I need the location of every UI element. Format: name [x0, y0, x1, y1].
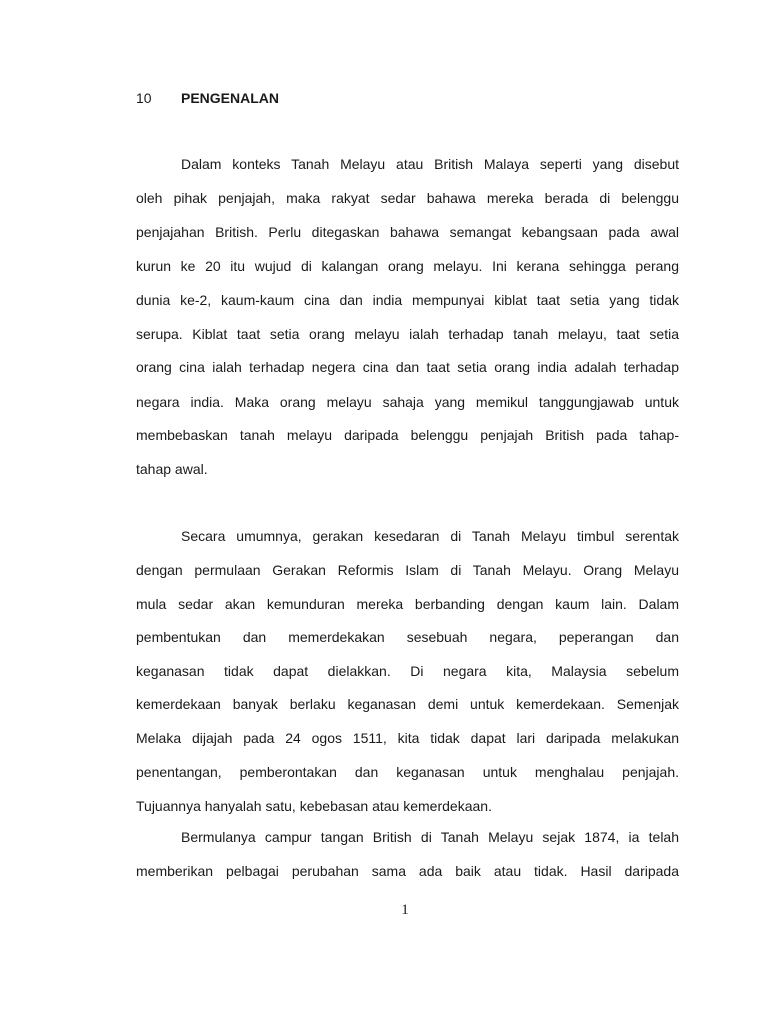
- page-number: 1: [401, 902, 409, 918]
- section-title: PENGENALAN: [181, 90, 280, 106]
- paragraph-line: dengan permulaan Gerakan Reformis Islam di Tanah Melayu. Orang Melayu: [136, 562, 679, 578]
- paragraph-line: penjajahan British. Perlu ditegaskan bahawa semangat kebangsaan pada awal: [136, 224, 679, 240]
- paragraph-line: Dalam konteks Tanah Melayu atau British Malaya seperti yang disebut: [181, 156, 679, 172]
- paragraph-line: dunia ke-2, kaum-kaum cina dan india mempunyai kiblat taat setia yang tidak: [136, 292, 679, 308]
- paragraph-line: kemerdekaan banyak berlaku keganasan demi untuk kemerdekaan. Semenjak: [136, 696, 679, 712]
- paragraph-line: Bermulanya campur tangan British di Tanah Melayu sejak 1874, ia telah: [181, 829, 679, 845]
- paragraph-line: mula sedar akan kemunduran mereka berbanding dengan kaum lain. Dalam: [136, 596, 679, 612]
- paragraph-line: oleh pihak penjajah, maka rakyat sedar bahawa mereka berada di belenggu: [136, 190, 679, 206]
- paragraph-line: membebaskan tanah melayu daripada belenggu penjajah British pada tahap-: [136, 427, 679, 443]
- paragraph-line: negara india. Maka orang melayu sahaja yang memikul tanggungjawab untuk: [136, 394, 679, 410]
- paragraph-line: memberikan pelbagai perubahan sama ada baik atau tidak. Hasil daripada: [136, 863, 679, 879]
- paragraph-line: Melaka dijajah pada 24 ogos 1511, kita tidak dapat lari daripada melakukan: [136, 730, 679, 746]
- section-heading: [136, 88, 279, 108]
- paragraph-line: pembentukan dan memerdekakan sesebuah negara, peperangan dan: [136, 629, 679, 645]
- paragraph-line: keganasan tidak dapat dielakkan. Di negara kita, Malaysia sebelum: [136, 663, 679, 679]
- paragraph-line: Tujuannya hanyalah satu, kebebasan atau kemerdekaan.: [136, 798, 492, 814]
- paragraph-line: serupa. Kiblat taat setia orang melayu ialah terhadap tanah melayu, taat setia: [136, 326, 679, 342]
- paragraph-line: orang cina ialah terhadap negera cina dan taat setia orang india adalah terhadap: [136, 359, 679, 375]
- paragraph-line: penentangan, pemberontakan dan keganasan untuk menghalau penjajah.: [136, 764, 679, 780]
- paragraph-line: tahap awal.: [136, 461, 208, 477]
- paragraph-line: kurun ke 20 itu wujud di kalangan orang melayu. Ini kerana sehingga perang: [136, 258, 679, 274]
- paragraph-line: Secara umumnya, gerakan kesedaran di Tanah Melayu timbul serentak: [181, 528, 679, 544]
- section-number: 10: [136, 90, 152, 106]
